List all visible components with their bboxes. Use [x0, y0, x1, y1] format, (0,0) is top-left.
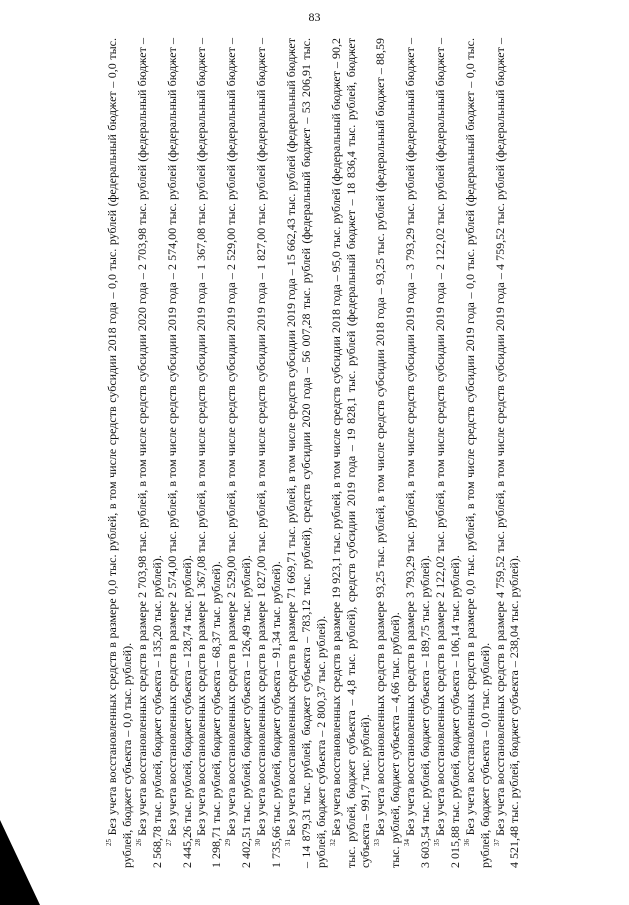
footnote-text: Без учета восстановленных средств в размере 0,0 тыс. рублей, в том числе средств субсидии 2018 года – 0,0 тыс. рублей (федеральный бюджет – 0,0 тыс. рублей, бюджет субъекта – 0,0 тыс. рублей).: [105, 38, 134, 868]
footnote: [105, 38, 135, 868]
footnote-marker: 29: [224, 839, 233, 846]
footnote-marker: 36: [462, 839, 471, 846]
footnote-marker: 31: [283, 839, 292, 846]
page-number: 83: [308, 10, 321, 24]
footnote-text: Без учета восстановленных средств в размере 19 923,1 тыс. рублей, в том числе средств субсидии 2018 года – 95,0 тыс. рублей (федеральный бюджет – 90,2 тыс. рублей, бюджет субъекта – 4,8 тыс. рублей), средств субсидии 2019 года – 19 828,1 тыс. рублей (федеральный бюджет – 18 836,4 тыс. рублей, бюджет субъекта – 991,7 тыс. рублей).: [328, 37, 373, 868]
footnote-text: Без учета восстановленных средств в размере 1 367,08 тыс. рублей, в том числе средств субсидии 2019 года – 1 367,08 тыс. рублей (федеральный бюджет – 1 298,71 тыс. рублей, бюджет субъекта – 68,37 тыс. рублей).: [194, 38, 224, 868]
footnote-marker: 32: [328, 839, 337, 846]
footnote-text: Без учета восстановленных средств в размере 2 574,00 тыс. рублей, в том числе средств субсидии 2019 года – 2 574,00 тыс. рублей (федеральный бюджет – 2 445,26 тыс. рублей, бюджет субъекта – 128,74 тыс. рублей).: [164, 38, 194, 868]
footnote-text: Без учета восстановленных средств в размере 3 793,29 тыс. рублей, в том числе средств субсидии 2019 года – 3 793,29 тыс. рублей (федеральный бюджет – 3 603,54 тыс. рублей, бюджет субъекта – 189,75 тыс. рублей).: [403, 38, 433, 868]
footnote-marker: 26: [134, 839, 143, 846]
footnote-marker: 33: [373, 839, 382, 846]
footnote-marker: 25: [105, 839, 113, 846]
footnote: [463, 38, 493, 868]
footnote-marker: 30: [254, 839, 263, 846]
footnote-marker: 37: [492, 839, 501, 846]
footnote: [433, 38, 463, 868]
footnote: [135, 38, 165, 868]
footnote: [194, 38, 224, 868]
footnote: [493, 38, 523, 868]
footnotes-block: [105, 38, 522, 868]
footnote: [284, 38, 329, 868]
footnote-marker: 28: [194, 839, 203, 846]
footnote-text: Без учета восстановленных средств в размере 4 759,52 тыс. рублей, в том числе средств субсидии 2019 года – 4 759,52 тыс. рублей (федеральный бюджет – 4 521,48 тыс. рублей, бюджет субъекта – 238,04 тыс. рублей).: [492, 38, 522, 868]
footnote: [254, 38, 284, 868]
footnote: [329, 38, 374, 868]
footnote-text: Без учета восстановленных средств в размере 2 529,00 тыс. рублей, в том числе средств субсидии 2019 года – 2 529,00 тыс. рублей (федеральный бюджет – 2 402,51 тыс. рублей, бюджет субъекта – 126,49 тыс. рублей).: [224, 38, 254, 868]
footnote-text: Без учета восстановленных средств в размере 2 122,02 тыс. рублей, в том числе средств субсидии 2019 года – 2 122,02 тыс. рублей (федеральный бюджет – 2 015,88 тыс. рублей, бюджет субъекта – 106,14 тыс. рублей).: [432, 38, 462, 868]
footnote: [165, 38, 195, 868]
footnote-text: Без учета восстановленных средств в размере 2 703,98 тыс. рублей, в том числе средств субсидии 2020 года – 2 703,98 тыс. рублей (федеральный бюджет – 2 568,78 тыс. рублей, бюджет субъекта – 135,20 тыс. рублей).: [134, 38, 164, 868]
footnote: [373, 38, 403, 868]
footnote-marker: 35: [432, 839, 441, 846]
footnote-text: Без учета восстановленных средств в размере 93,25 тыс. рублей, в том числе средств субсидии 2018 года – 93,25 тыс. рублей (федеральный бюджет – 88,59 тыс. рублей, бюджет субъекта – 4,66 тыс. рублей).: [373, 37, 403, 868]
footnote-marker: 27: [164, 839, 173, 846]
footnote: [403, 38, 433, 868]
scan-shadow-shape: [0, 820, 40, 905]
footnote-text: Без учета восстановленных средств в размере 1 827,00 тыс. рублей, в том числе средств субсидии 2019 года – 1 827,00 тыс. рублей (федеральный бюджет – 1 735,66 тыс. рублей, бюджет субъекта – 91,34 тыс. рублей).: [254, 38, 283, 868]
footnote-marker: 34: [403, 839, 412, 846]
footnote-text: Без учета восстановленных средств в размере 71 669,71 тыс. рублей, в том числе средств субсидии 2019 года – 15 662,43 тыс. рублей (федеральный бюджет – 14 879,31 тыс. рублей, бюджет субъекта – 783,12 тыс. рублей), средств субсидии 2020 года – 56 007,28 тыс. рублей (федеральный бюджет – 53 206,91 тыс. рублей, бюджет субъекта – 2 800,37 тыс. рублей).: [283, 37, 328, 868]
footnote-text: Без учета восстановленных средств в размере 0,0 тыс. рублей, в том числе средств субсидии 2019 года – 0,0 тыс. рублей (федеральный бюджет – 0,0 тыс. рублей, бюджет субъекта – 0,0 тыс. рублей).: [462, 38, 492, 868]
footnote: [224, 38, 254, 868]
